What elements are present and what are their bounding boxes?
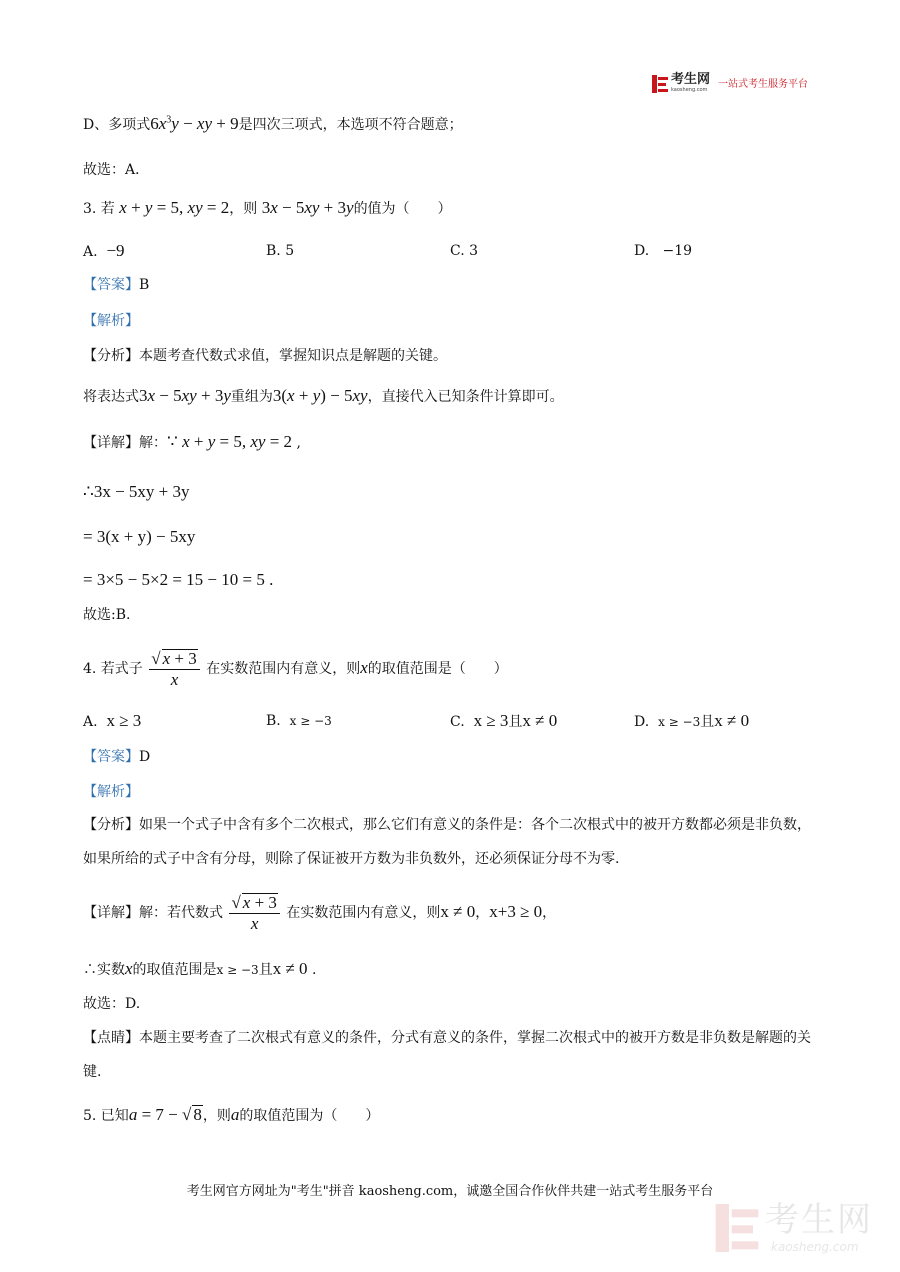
kaosheng-logo-icon [652,75,668,93]
logo-name: 考生网 [671,72,711,87]
q5-stem: 5. 已知a = 7 − √ 8，则a的取值范围为（ ） [83,1105,380,1124]
q3-conclusion: 故选:B. [83,607,131,623]
logo-domain: kaosheng.com [671,87,708,93]
q4-dianjing: 【点睛】本题主要考查了二次根式有意义的条件，分式有意义的条件，掌握二次根式中的被开方数是非负数是解题的关键. [83,1030,811,1080]
q4-fenxi: 【分析】如果一个式子中含有多个二次根式，那么它们有意义的条件是：各个二次根式中的被开方数都必须是非负数，如果所给的式子中含有分母，则除了保证被开方数为非负数外，还必须保证分母不为零. [83,817,811,867]
q3-regroup: 将表达式3x − 5xy + 3y重组为3(x + y) − 5xy，直接代入已知条件计算即可。 [83,386,564,405]
q4-stem: 4. 若式子 $\frac{√ x + 3}{x}$ 在实数范围内有意义，则x的取值范围是（ ） [83,648,508,689]
header-logo [652,73,832,95]
q4-detail-fraction: $\frac{√ x + 3}{x}$ [229,893,279,934]
q3-option-d: D. −19 [634,243,693,259]
q3-option-c: C. 3 [450,243,479,259]
q4-option-c: C. x ≥ 3且x ≠ 0 [450,711,558,730]
q4-conclusion: 故选：D. [83,996,141,1012]
q3-step1: ∴3x − 5xy + 3y [83,482,190,501]
q3-detail: 【详解】解：∵ x + y = 5, xy = 2 , [83,432,301,451]
q3-analysis-tag: 【解析】 [83,313,139,329]
q3-step3: = 3×5 − 5×2 = 15 − 10 = 5 . [83,570,274,589]
q4-option-a: A. x ≥ 3 [83,711,142,730]
q3-fenxi: 【分析】本题考查代数式求值，掌握知识点是解题的关键。 [83,348,447,364]
q4-fraction: $\frac{√ x + 3}{x}$ [149,649,199,690]
q2-conclusion: 故选：A． [83,162,150,178]
kaosheng-watermark-icon [715,1204,759,1252]
header-slogan: 一站式考生服务平台 [718,79,808,90]
q4-range: ∴实数x的取值范围是x ≥ −3且x ≠ 0 . [83,959,317,978]
watermark-domain: kaosheng.com [771,1240,859,1254]
q4-detail: 【详解】解：若代数式 $\frac{√ x + 3}{x}$ 在实数范围内有意义，则x ≠ 0，x+3 ≥ 0， [83,892,557,933]
page-footer: 考生网官方网址为"考生"拼音 kaosheng.com，诚邀全国合作伙伴共建一站式考生服务平台 [186,1184,714,1199]
q2-option-d-analysis: D、多项式$6x^3y$ − xy + 9是四次三项式，本选项不符合题意； [83,114,463,133]
q4-analysis-tag: 【解析】 [83,784,139,800]
q4-answer: 【答案】D [83,749,151,765]
watermark [715,1200,885,1258]
q3-option-b: B. 5 [266,243,295,259]
watermark-name: 考生网 [765,1200,873,1240]
q3-step2: = 3(x + y) − 5xy [83,527,196,546]
q3-option-a: A. −9 [83,241,125,260]
q4-option-b: B. x ≥ −3 [266,713,332,729]
q4-option-d: D. x ≥ −3且x ≠ 0 [634,711,750,730]
q3-answer: 【答案】B [83,277,150,293]
q3-stem: 3. 若 x + y = 5, xy = 2，则 3x − 5xy + 3y的值为（ ） [83,198,452,217]
